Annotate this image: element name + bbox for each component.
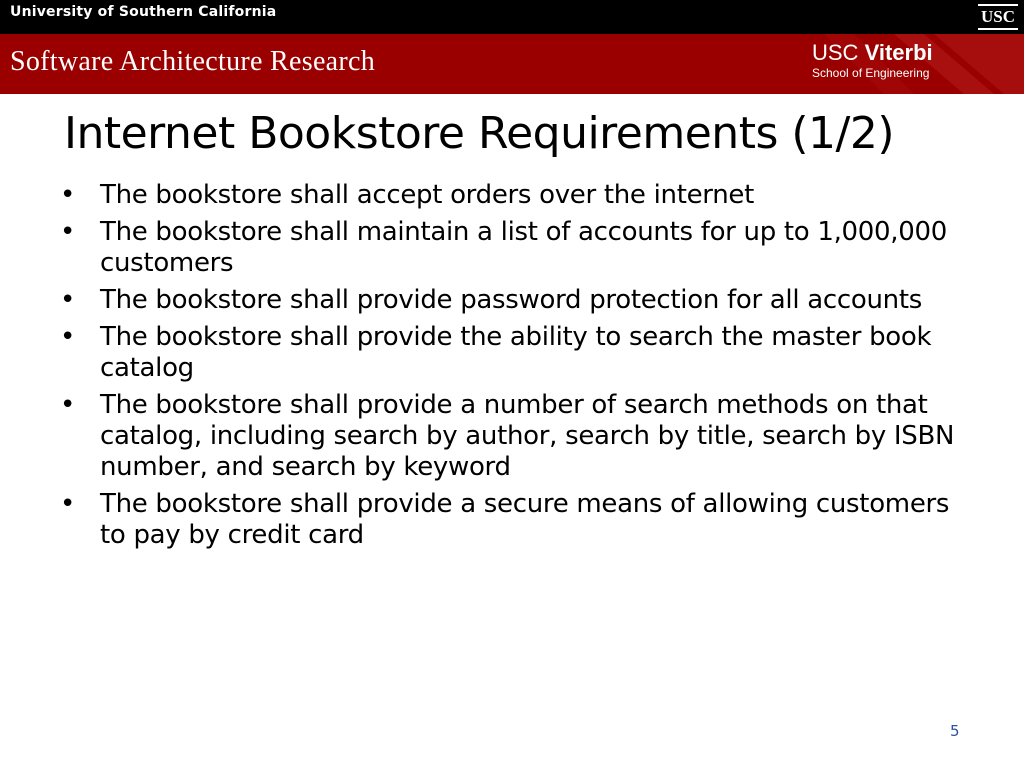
bullet-text: The bookstore shall provide a secure means of allowing customers to pay by credit card bbox=[100, 489, 950, 550]
bullet-glyph: • bbox=[60, 390, 76, 420]
usc-logo: USC bbox=[978, 4, 1018, 30]
bullet-text: The bookstore shall maintain a list of accounts for up to 1,000,000 customers bbox=[100, 217, 947, 278]
bullet-text: The bookstore shall provide password protection for all accounts bbox=[100, 285, 922, 315]
bullet-item bbox=[60, 322, 980, 384]
bullet-list bbox=[60, 180, 980, 557]
bullet-glyph: • bbox=[60, 489, 76, 519]
slide-title: Internet Bookstore Requirements (1/2) bbox=[64, 108, 895, 159]
bullet-text: The bookstore shall provide the ability to search the master book catalog bbox=[100, 322, 932, 383]
bullet-text: The bookstore shall accept orders over the internet bbox=[100, 180, 754, 210]
bullet-glyph: • bbox=[60, 322, 76, 352]
university-name: University of Southern California bbox=[10, 4, 277, 20]
viterbi-logo-viterbi: Viterbi bbox=[864, 40, 933, 65]
bullet-glyph: • bbox=[60, 285, 76, 315]
bullet-item bbox=[60, 217, 980, 279]
viterbi-logo bbox=[812, 41, 933, 80]
department-banner bbox=[0, 34, 1024, 94]
bullet-glyph: • bbox=[60, 180, 76, 210]
bullet-glyph: • bbox=[60, 217, 76, 247]
bullet-item bbox=[60, 285, 980, 316]
bullet-item bbox=[60, 390, 980, 483]
top-banner bbox=[0, 0, 1024, 34]
bullet-item bbox=[60, 489, 980, 551]
page-number: 5 bbox=[950, 722, 960, 740]
research-group-name: Software Architecture Research bbox=[10, 46, 376, 77]
viterbi-logo-school: School of Engineering bbox=[812, 66, 930, 80]
viterbi-logo-usc: USC bbox=[812, 40, 859, 65]
bullet-text: The bookstore shall provide a number of search methods on that catalog, including search by author, search by title, search by ISBN number, and search by keyword bbox=[100, 390, 955, 482]
bullet-item bbox=[60, 180, 980, 211]
